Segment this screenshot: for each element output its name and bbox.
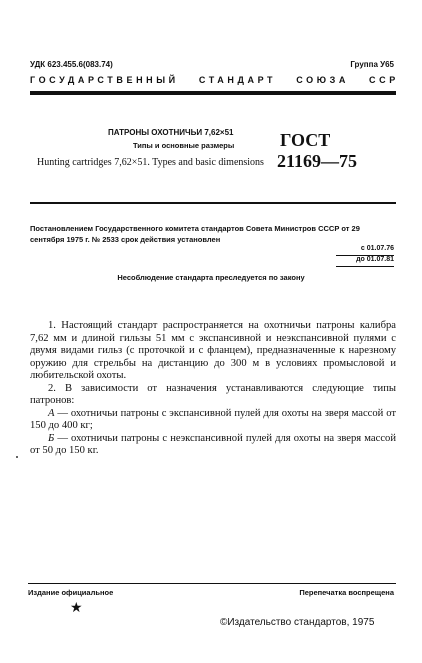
official-edition: Издание официальное [28, 588, 114, 597]
group-code: Группа У65 [350, 60, 394, 69]
legal-notice: Несоблюдение стандарта преследуется по закону [117, 273, 305, 282]
type-b-item [30, 433, 396, 458]
english-title: Hunting cartridges 7,62×51. Types and basic dimensions [37, 157, 264, 168]
gost-label: ГОСТ [280, 130, 331, 150]
valid-to-underline [336, 266, 394, 267]
valid-from: с 01.07.76 [360, 245, 394, 252]
type-a-item [30, 408, 396, 433]
footer-rule [28, 583, 396, 584]
type-a-letter: А [48, 407, 55, 419]
document-title: ПАТРОНЫ ОХОТНИЧЬИ 7,62×51 [108, 128, 234, 137]
document-body [30, 320, 396, 458]
type-b-text: — охотничьи патроны с неэкспансивной пулей для охоты на зверя массой от 50 до 150 кг. [30, 432, 396, 456]
title-rule [30, 202, 396, 204]
star-icon: ★ [70, 600, 83, 616]
paragraph-1: 1. Настоящий стандарт распространяется на охотничьи патроны калибра 7,62 мм и длиной гильзы 51 мм с экспансивной и неэкспансивной пулями с двумя видами гильз (с проточкой и с фланцем), предназначенные к нарезному оружию для стрельбы на дистанцию до 300 м в условиях промысловой и любительской охоты. [30, 320, 396, 381]
udk-code: УДК 623.455.6(083.74) [30, 60, 113, 69]
publisher-line: ©Издательство стандартов, 1975 [220, 617, 375, 628]
paragraph-2: 2. В зависимости от назначения устанавливаются следующие типы патронов: [30, 382, 396, 406]
margin-mark [16, 456, 18, 458]
header-rule [30, 91, 396, 95]
decree-text: Постановлением Государственного комитета стандартов Совета Министров СССР от 29 сентября 1975 г. № 2533 срок действия установлен [30, 224, 360, 244]
type-b-letter: Б [48, 432, 55, 444]
state-standard-heading: ГОСУДАРСТВЕННЫЙ СТАНДАРТ СОЮЗА ССР [30, 75, 399, 85]
gost-number: 21169—75 [277, 151, 358, 171]
type-a-text: — охотничьи патроны с экспансивной пулей для охоты на зверя массой от 150 до 400 кг; [30, 407, 396, 431]
document-subtitle: Типы и основные размеры [133, 141, 235, 150]
valid-to: до 01.07.81 [356, 256, 394, 263]
reprint-prohibited: Перепечатка воспрещена [299, 588, 394, 597]
